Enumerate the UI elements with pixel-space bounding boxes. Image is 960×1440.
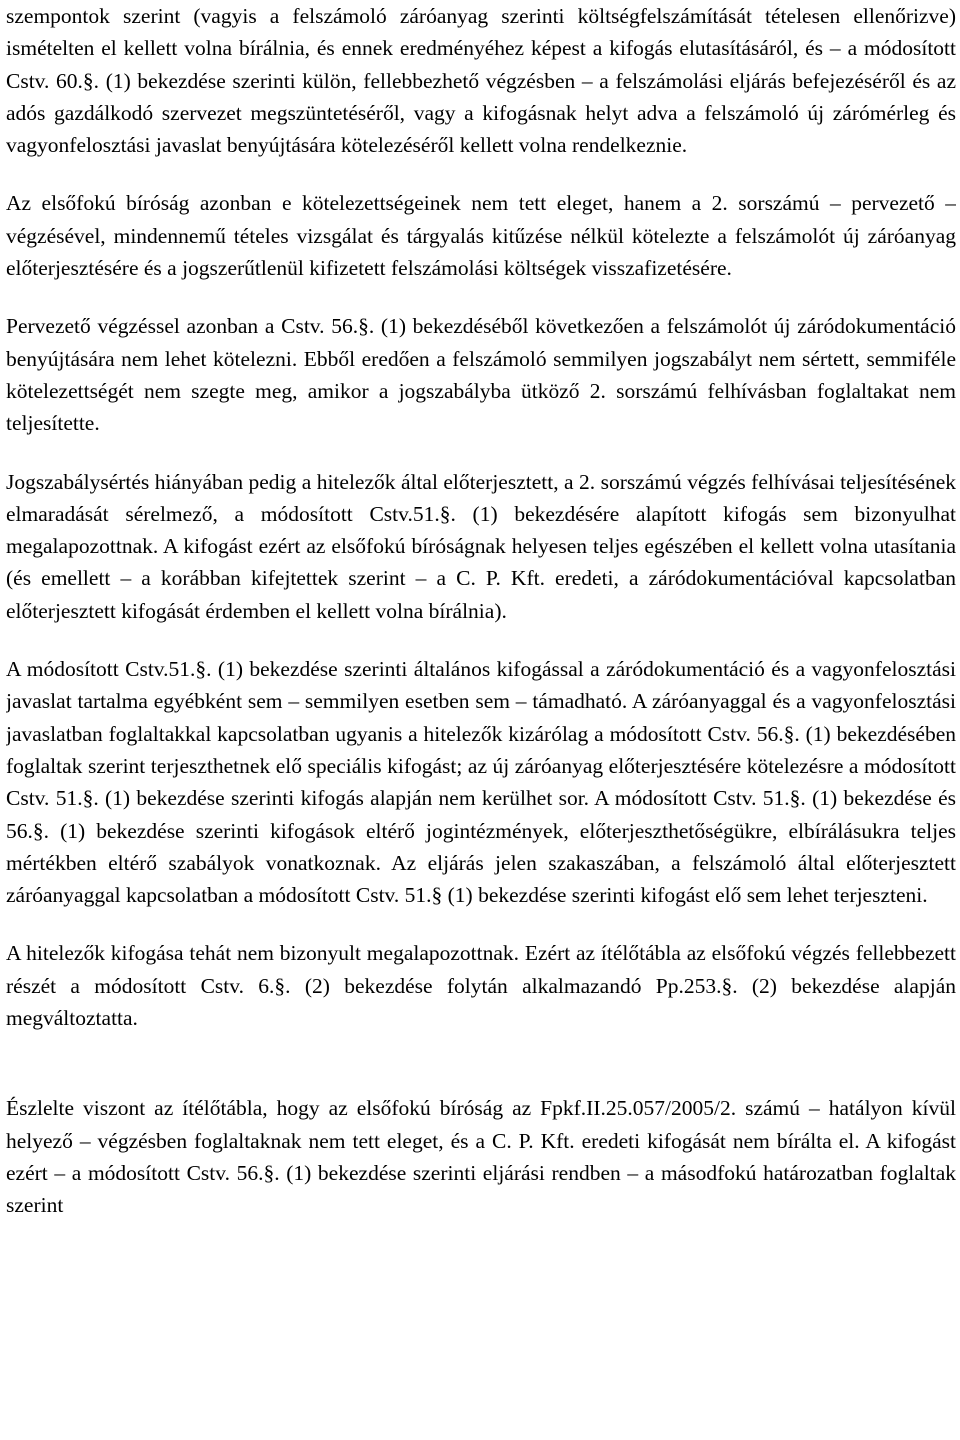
document-page xyxy=(6,0,956,1440)
paragraph-7: Észlelte viszont az ítélőtábla, hogy az elsőfokú bíróság az Fpkf.II.25.057/2005/2. számú – hatályon kívül helyező – végzésben foglaltaknak nem tett eleget, és a C. P. Kft. eredeti kifogását nem bírálta el. A kifogást ezért – a módosított Cstv. 56.§. (1) bekezdése szerinti eljárási rendben – a másodfokú határozatban foglaltak szerint xyxy=(6,1096,956,1218)
paragraph-1: szempontok szerint (vagyis a felszámoló záróanyag szerinti költségfelszámítását tételesen ellenőrizve) ismételten el kellett volna bírálnia, és ennek eredményéhez képest a kifogás elutasításáról, és – a módosított Cstv. 60.§. (1) bekezdése szerinti külön, fellebbezhető végzésben – a felszámolási eljárás befejezéséről és az adós gazdálkodó szervezet megszüntetéséről, vagy a kifogásnak helyt adva a felszámoló új zárómérleg és vagyonfelosztási javaslat benyújtására kötelezéséről kellett volna rendelkeznie. xyxy=(6,4,956,158)
paragraph-6: A hitelezők kifogása tehát nem bizonyult megalapozottnak. Ezért az ítélőtábla az elsőfokú végzés fellebbezett részét a módosított Cstv. 6.§. (2) bekezdése folytán alkalmazandó Pp.253.§. (2) bekezdése alapján megváltoztatta. xyxy=(6,941,956,1031)
paragraph-spacer xyxy=(6,440,956,466)
paragraph-spacer xyxy=(6,284,956,310)
paragraph-2: Az elsőfokú bíróság azonban e kötelezettségeinek nem tett eleget, hanem a 2. sorszámú – pervezető – végzésével, mindennemű tételes vizsgálat és tárgyalás kitűzése nélkül kötelezte a felszámolót új záróanyag előterjesztésére és a jogszerűtlenül kifizetett felszámolási költségek visszafizetésére. xyxy=(6,191,956,281)
paragraph-spacer xyxy=(6,627,956,653)
paragraph-4: Jogszabálysértés hiányában pedig a hitelezők által előterjesztett, a 2. sorszámú végzés felhívásai teljesítésének elmaradását sérelmező, a módosított Cstv.51.§. (1) bekezdésére alapított kifogás sem bizonyulhat megalapozottnak. A kifogást ezért az elsőfokú bíróságnak helyesen teljes egészében el kellett volna utasítania (és emellett – a korábban kifejtettek szerint – a C. P. Kft. eredeti, a záródokumentációval kapcsolatban előterjesztett kifogását érdemben el kellett volna bírálnia). xyxy=(6,469,956,623)
paragraph-3: Pervezető végzéssel azonban a Cstv. 56.§. (1) bekezdéséből következően a felszámolót új záródokumentáció benyújtására nem lehet kötelezni. Ebből eredően a felszámoló semmilyen jogszabályt nem sértett, semmiféle kötelezettségét nem szegte meg, amikor a jogszabályba ütköző 2. sorszámú felhívásban foglaltakat nem teljesítette. xyxy=(6,314,956,436)
paragraph-spacer xyxy=(6,1034,956,1092)
paragraph-spacer xyxy=(6,911,956,937)
paragraph-spacer xyxy=(6,161,956,187)
paragraph-5: A módosított Cstv.51.§. (1) bekezdése szerinti általános kifogással a záródokumentáció és a vagyonfelosztási javaslat tartalma egyébként sem – semmilyen esetben sem – támadható. A záróanyaggal és a vagyonfelosztási javaslatban foglaltakkal kapcsolatban ugyanis a hitelezők kizárólag a módosított Cstv. 56.§. (1) bekezdésében foglaltak szerint terjeszthetnek elő speciális kifogást; az új záróanyag előterjesztésére kötelezésre a módosított Cstv. 51.§. (1) bekezdése szerinti kifogás alapján nem kerülhet sor. A módosított Cstv. 51.§. (1) bekezdése és 56.§. (1) bekezdése szerinti kifogások eltérő jogintézmények, előterjeszthetőségükre, elbírálásukra teljes mértékben eltérő szabályok vonatkoznak. Az eljárás jelen szakaszában, a felszámoló által előterjesztett záróanyaggal kapcsolatban a módosított Cstv. 51.§ (1) bekezdése szerinti kifogást elő sem lehet terjeszteni. xyxy=(6,657,956,908)
